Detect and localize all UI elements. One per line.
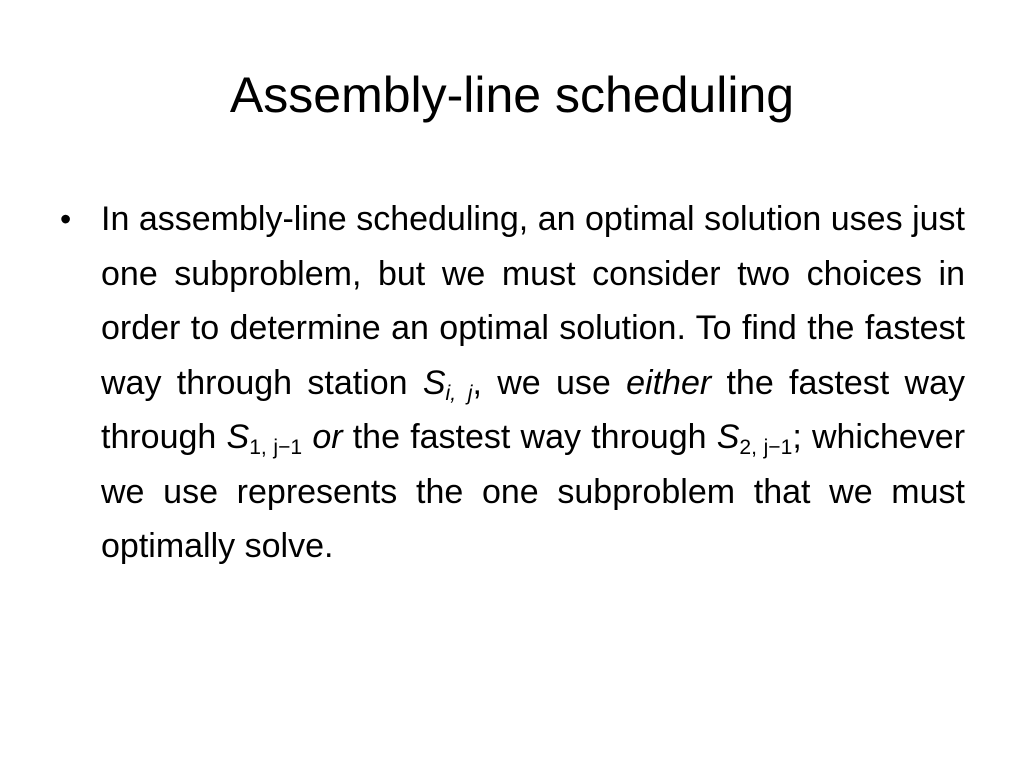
bullet-text-part3: the fastest way through — [101, 363, 965, 456]
bullet-list — [60, 192, 965, 574]
bullet-text-part4 — [302, 418, 312, 456]
bullet-text-part5: the fastest way through — [342, 418, 717, 456]
bullet-icon: • — [60, 201, 72, 237]
emphasis-either: either — [626, 363, 712, 402]
line1-station-subscript: 1, j−1 — [249, 435, 303, 459]
bullet-text-part6: ; whichever we use represents the one subproblem that we must optimally solve. — [101, 418, 966, 565]
bullet-text-part1: In assembly-line scheduling, an optimal solution uses just one subproblem, but we must consider two choices in order to determine an optimal solution. To find the fastest way through station — [101, 200, 965, 402]
line2-station-symbol: S — [716, 418, 740, 456]
station-symbol: S — [422, 363, 446, 402]
slide-title: Assembly-line scheduling — [229, 67, 795, 123]
bullet-text — [101, 192, 965, 574]
line1-station-symbol: S — [226, 418, 250, 456]
bullet-text-part2: , we use — [472, 363, 627, 402]
emphasis-or: or — [312, 418, 343, 456]
line2-station-subscript: 2, j−1 — [739, 435, 793, 459]
station-subscript: i, j — [445, 381, 473, 405]
